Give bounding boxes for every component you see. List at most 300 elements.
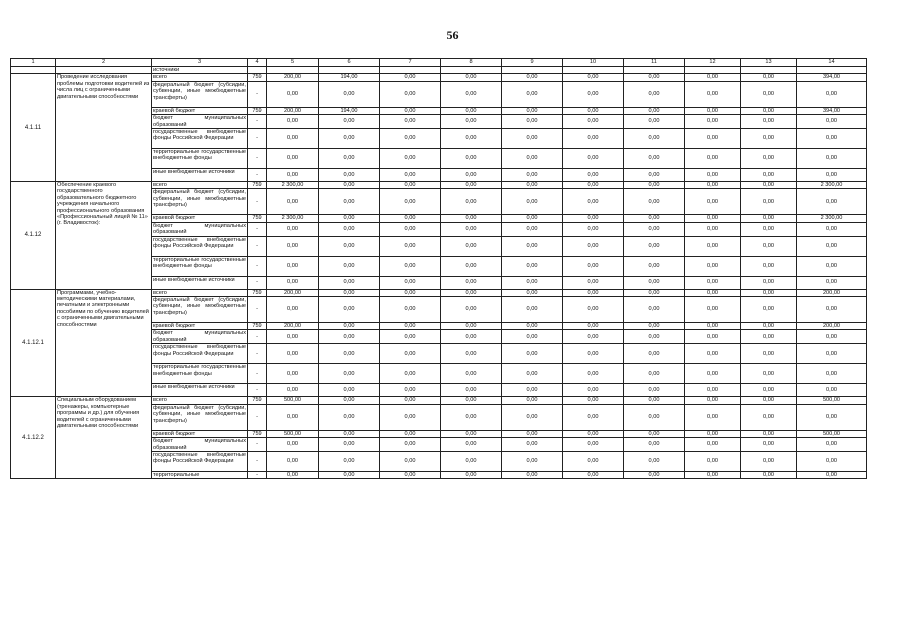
value-cell: 0,00 <box>685 236 741 256</box>
value-cell: 0,00 <box>563 129 624 149</box>
value-cell: 0,00 <box>380 397 441 404</box>
value-cell: 0,00 <box>797 330 867 344</box>
value-cell: 0,00 <box>563 289 624 296</box>
value-cell: 0,00 <box>319 438 380 452</box>
value-cell: 0,00 <box>685 129 741 149</box>
source-cell: бюджет муниципальных образований <box>153 115 246 128</box>
value-cell: 0,00 <box>685 323 741 330</box>
value-cell: 0,00 <box>797 344 867 364</box>
value-cell: 0,00 <box>380 276 441 289</box>
value-cell: 0,00 <box>502 384 563 397</box>
value-cell: 0,00 <box>741 404 797 430</box>
grbs-code-cell: - <box>248 129 267 149</box>
value-cell: 0,00 <box>741 397 797 404</box>
value-cell: 0,00 <box>319 323 380 330</box>
value-cell: 0,00 <box>441 256 502 276</box>
item-name: Программами, учебно-методическими материалами, печатными и электронными пособиями по обучению водителей с ограниченными двигательными способностями <box>56 289 152 397</box>
value-cell: 0,00 <box>380 438 441 452</box>
grbs-code-cell: - <box>248 404 267 430</box>
value-cell: 0,00 <box>267 471 319 478</box>
page-number: 56 <box>446 28 459 42</box>
value-cell: 0,00 <box>380 323 441 330</box>
value-cell: 0,00 <box>797 451 867 471</box>
value-cell: 0,00 <box>624 364 685 384</box>
table-row <box>11 67 867 74</box>
value-cell: 0,00 <box>741 344 797 364</box>
value-cell: 0,00 <box>797 471 867 478</box>
value-cell: 0,00 <box>741 430 797 437</box>
value-cell: 0,00 <box>502 289 563 296</box>
grbs-code-cell: 759 <box>248 107 267 114</box>
value-cell: 0,00 <box>624 189 685 215</box>
grbs-code-cell: 759 <box>248 74 267 81</box>
value-cell: 0,00 <box>563 451 624 471</box>
column-header: 12 <box>685 59 741 67</box>
value-cell: 0,00 <box>319 115 380 129</box>
value-cell: 0,00 <box>267 169 319 182</box>
source-cell: краевой бюджет <box>152 323 248 330</box>
grbs-code-cell: - <box>248 471 267 478</box>
column-header: 3 <box>152 59 248 67</box>
value-cell: 0,00 <box>624 330 685 344</box>
value-cell: 0,00 <box>685 384 741 397</box>
value-cell: 0,00 <box>624 276 685 289</box>
source-cell: государственные внебюджетные фонды Российской Федерации <box>152 451 248 471</box>
value-cell: 0,00 <box>380 236 441 256</box>
value-cell: 0,00 <box>685 344 741 364</box>
value-cell: 0,00 <box>741 276 797 289</box>
column-header: 11 <box>624 59 685 67</box>
column-header: 1 <box>11 59 56 67</box>
value-cell: 0,00 <box>380 149 441 169</box>
value-cell: 0,00 <box>380 222 441 236</box>
value-cell: 0,00 <box>380 74 441 81</box>
value-cell: 0,00 <box>741 438 797 452</box>
value-cell: 0,00 <box>624 115 685 129</box>
column-header: 6 <box>319 59 380 67</box>
value-cell: 0,00 <box>741 215 797 222</box>
value-cell: 0,00 <box>624 289 685 296</box>
value-cell: 0,00 <box>624 215 685 222</box>
value-cell: 0,00 <box>797 384 867 397</box>
table-row <box>11 182 867 189</box>
value-cell: 0,00 <box>563 297 624 323</box>
value-cell: 500,00 <box>797 430 867 437</box>
item-name: Проведение исследования проблемы подготовки водителей из числа лиц с ограниченными двигательными способностями <box>56 74 152 182</box>
column-header: 7 <box>380 59 441 67</box>
source-cell: государственные внебюджетные фонды Российской Федерации <box>152 344 248 364</box>
value-cell: 0,00 <box>797 115 867 129</box>
value-cell: 0,00 <box>563 189 624 215</box>
value-cell: 0,00 <box>624 344 685 364</box>
value-cell: 200,00 <box>267 107 319 114</box>
value-cell: 0,00 <box>741 169 797 182</box>
value-cell: 500,00 <box>267 430 319 437</box>
value-cell: 0,00 <box>563 222 624 236</box>
value-cell: 200,00 <box>797 289 867 296</box>
value-cell: 0,00 <box>563 107 624 114</box>
value-cell: 0,00 <box>267 115 319 129</box>
value-cell: 0,00 <box>267 276 319 289</box>
value-cell: 0,00 <box>380 256 441 276</box>
source-cell: федеральный бюджет (субсидии, субвенции, иные межбюджетные трансферты) <box>152 81 248 107</box>
value-cell: 0,00 <box>502 115 563 129</box>
value-cell: 0,00 <box>563 74 624 81</box>
value-cell: 0,00 <box>741 149 797 169</box>
value-cell: 0,00 <box>319 397 380 404</box>
column-header: 9 <box>502 59 563 67</box>
value-cell: 0,00 <box>502 430 563 437</box>
value-cell: 0,00 <box>797 276 867 289</box>
value-cell: 0,00 <box>441 276 502 289</box>
value-cell: 194,00 <box>319 74 380 81</box>
value-cell: 0,00 <box>624 169 685 182</box>
value-cell: 0,00 <box>502 438 563 452</box>
source-cell: территориальные <box>152 471 248 478</box>
value-cell: 0,00 <box>741 107 797 114</box>
value-cell: 0,00 <box>380 129 441 149</box>
value-cell: 0,00 <box>624 430 685 437</box>
value-cell: 0,00 <box>797 222 867 236</box>
value-cell: 0,00 <box>797 81 867 107</box>
value-cell: 0,00 <box>741 330 797 344</box>
value-cell: 0,00 <box>685 215 741 222</box>
value-cell: 0,00 <box>267 81 319 107</box>
grbs-code-cell: - <box>248 256 267 276</box>
value-cell: 0,00 <box>563 384 624 397</box>
value-cell: 0,00 <box>685 297 741 323</box>
value-cell: 0,00 <box>441 430 502 437</box>
source-cell: федеральный бюджет (субсидии, субвенции, иные межбюджетные трансферты) <box>152 297 248 323</box>
column-header: 13 <box>741 59 797 67</box>
value-cell: 0,00 <box>685 74 741 81</box>
value-cell: 0,00 <box>624 384 685 397</box>
value-cell: 0,00 <box>380 384 441 397</box>
value-cell: 0,00 <box>267 149 319 169</box>
value-cell: 0,00 <box>441 289 502 296</box>
value-cell: 0,00 <box>624 182 685 189</box>
value-cell: 0,00 <box>319 182 380 189</box>
value-cell: 0,00 <box>502 344 563 364</box>
item-name: Специальным оборудованием (тренажеры, компьютерные программы и др.) для обучения водителей с ограниченными двигательными способностями <box>56 397 152 479</box>
value-cell: 0,00 <box>624 471 685 478</box>
value-cell: 0,00 <box>380 451 441 471</box>
value-cell: 0,00 <box>267 129 319 149</box>
value-cell: 0,00 <box>380 404 441 430</box>
value-cell: 0,00 <box>797 149 867 169</box>
source-cell: территориальные государственные внебюджетные фонды <box>152 364 248 384</box>
source-cell: бюджет муниципальных образований <box>153 438 246 451</box>
value-cell: 0,00 <box>563 344 624 364</box>
value-cell: 0,00 <box>502 276 563 289</box>
value-cell: 0,00 <box>797 364 867 384</box>
value-cell: 200,00 <box>267 289 319 296</box>
value-cell: 0,00 <box>319 364 380 384</box>
value-cell: 0,00 <box>624 323 685 330</box>
source-cell: краевой бюджет <box>152 215 248 222</box>
value-cell: 0,00 <box>380 430 441 437</box>
source-cell: иные внебюджетные источники <box>152 169 248 182</box>
value-cell: 0,00 <box>624 451 685 471</box>
value-cell: 0,00 <box>441 384 502 397</box>
source-cell: краевой бюджет <box>152 430 248 437</box>
value-cell: 0,00 <box>685 438 741 452</box>
value-cell: 0,00 <box>797 438 867 452</box>
value-cell: 0,00 <box>380 215 441 222</box>
value-cell: 0,00 <box>685 397 741 404</box>
value-cell: 0,00 <box>502 129 563 149</box>
value-cell: 0,00 <box>685 256 741 276</box>
value-cell: 0,00 <box>441 397 502 404</box>
value-cell: 0,00 <box>741 236 797 256</box>
value-cell: 0,00 <box>502 222 563 236</box>
value-cell: 0,00 <box>741 129 797 149</box>
value-cell: 0,00 <box>441 344 502 364</box>
value-cell: 0,00 <box>441 189 502 215</box>
source-cell: краевой бюджет <box>152 107 248 114</box>
value-cell: 0,00 <box>685 149 741 169</box>
value-cell: 0,00 <box>319 330 380 344</box>
value-cell: 394,00 <box>797 107 867 114</box>
column-header: 10 <box>563 59 624 67</box>
value-cell: 0,00 <box>502 81 563 107</box>
source-cell: источники <box>152 67 248 74</box>
value-cell: 0,00 <box>685 107 741 114</box>
value-cell: 0,00 <box>380 169 441 182</box>
table-row <box>11 289 867 296</box>
value-cell: 0,00 <box>624 129 685 149</box>
value-cell: 0,00 <box>797 256 867 276</box>
value-cell: 0,00 <box>624 397 685 404</box>
value-cell: 0,00 <box>380 182 441 189</box>
table-row <box>11 397 867 404</box>
item-code: 4.1.12.1 <box>11 289 56 397</box>
value-cell: 0,00 <box>380 330 441 344</box>
value-cell: 0,00 <box>685 330 741 344</box>
value-cell: 0,00 <box>319 297 380 323</box>
value-cell: 0,00 <box>319 236 380 256</box>
value-cell: 0,00 <box>563 364 624 384</box>
value-cell: 0,00 <box>685 364 741 384</box>
source-cell: федеральный бюджет (субсидии, субвенции, иные межбюджетные трансферты) <box>152 189 248 215</box>
grbs-code-cell: 759 <box>248 289 267 296</box>
grbs-code-cell: - <box>248 297 267 323</box>
grbs-code-cell: - <box>248 222 267 236</box>
header-row <box>11 59 867 67</box>
value-cell: 0,00 <box>563 397 624 404</box>
value-cell: 0,00 <box>741 222 797 236</box>
value-cell: 0,00 <box>319 129 380 149</box>
grbs-code-cell: - <box>248 451 267 471</box>
value-cell: 200,00 <box>267 74 319 81</box>
value-cell: 0,00 <box>563 404 624 430</box>
grbs-code-cell: 759 <box>248 430 267 437</box>
value-cell: 0,00 <box>502 169 563 182</box>
value-cell: 0,00 <box>797 236 867 256</box>
value-cell: 0,00 <box>319 276 380 289</box>
source-cell: иные внебюджетные источники <box>152 384 248 397</box>
value-cell: 0,00 <box>563 182 624 189</box>
value-cell: 0,00 <box>741 256 797 276</box>
value-cell: 0,00 <box>624 297 685 323</box>
value-cell: 0,00 <box>380 115 441 129</box>
value-cell: 0,00 <box>741 323 797 330</box>
value-cell: 0,00 <box>441 129 502 149</box>
value-cell: 194,00 <box>319 107 380 114</box>
grbs-code-cell: - <box>248 81 267 107</box>
value-cell: 0,00 <box>319 149 380 169</box>
value-cell: 0,00 <box>624 438 685 452</box>
value-cell: 0,00 <box>319 344 380 364</box>
value-cell: 0,00 <box>441 115 502 129</box>
value-cell: 0,00 <box>441 451 502 471</box>
value-cell: 200,00 <box>267 323 319 330</box>
value-cell: 0,00 <box>563 81 624 107</box>
value-cell: 0,00 <box>741 81 797 107</box>
source-cell: иные внебюджетные источники <box>152 276 248 289</box>
source-cell: бюджет муниципальных образований <box>153 330 246 343</box>
value-cell: 0,00 <box>502 471 563 478</box>
value-cell: 200,00 <box>797 323 867 330</box>
value-cell: 0,00 <box>741 364 797 384</box>
value-cell: 0,00 <box>624 149 685 169</box>
value-cell: 0,00 <box>319 256 380 276</box>
value-cell: 0,00 <box>563 323 624 330</box>
value-cell: 0,00 <box>563 256 624 276</box>
column-header: 8 <box>441 59 502 67</box>
value-cell: 0,00 <box>741 471 797 478</box>
value-cell: 2 300,00 <box>267 182 319 189</box>
value-cell: 0,00 <box>685 289 741 296</box>
source-cell: федеральный бюджет (субсидии, субвенции, иные межбюджетные трансферты) <box>152 404 248 430</box>
value-cell: 0,00 <box>441 404 502 430</box>
value-cell: 0,00 <box>380 289 441 296</box>
value-cell: 0,00 <box>319 430 380 437</box>
value-cell: 0,00 <box>741 189 797 215</box>
value-cell: 0,00 <box>380 297 441 323</box>
item-name: Обеспечение краевого государственного образовательного бюджетного учреждения начального профессионального образования «Профессиональный лицей № 11» (г. Владивосток): <box>56 182 152 290</box>
value-cell: 0,00 <box>685 430 741 437</box>
value-cell: 0,00 <box>267 189 319 215</box>
value-cell: 0,00 <box>267 297 319 323</box>
value-cell: 0,00 <box>267 451 319 471</box>
value-cell: 0,00 <box>319 189 380 215</box>
value-cell: 0,00 <box>685 404 741 430</box>
value-cell: 0,00 <box>797 189 867 215</box>
value-cell: 0,00 <box>319 289 380 296</box>
grbs-code-cell: 759 <box>248 397 267 404</box>
value-cell: 0,00 <box>563 115 624 129</box>
value-cell: 0,00 <box>267 438 319 452</box>
source-cell: бюджет муниципальных образований <box>153 222 246 236</box>
value-cell: 0,00 <box>502 297 563 323</box>
value-cell: 0,00 <box>441 438 502 452</box>
value-cell: 0,00 <box>441 364 502 384</box>
value-cell: 0,00 <box>441 74 502 81</box>
grbs-code-cell: - <box>248 438 267 452</box>
source-cell: всего <box>152 397 248 404</box>
value-cell: 0,00 <box>319 222 380 236</box>
value-cell: 0,00 <box>624 222 685 236</box>
value-cell: 0,00 <box>380 107 441 114</box>
grbs-code-cell: - <box>248 115 267 129</box>
value-cell: 0,00 <box>685 189 741 215</box>
value-cell: 2 300,00 <box>267 215 319 222</box>
value-cell: 0,00 <box>685 169 741 182</box>
value-cell: 0,00 <box>685 471 741 478</box>
value-cell: 0,00 <box>267 404 319 430</box>
value-cell: 0,00 <box>741 451 797 471</box>
value-cell: 0,00 <box>563 169 624 182</box>
value-cell: 0,00 <box>319 384 380 397</box>
value-cell: 0,00 <box>502 74 563 81</box>
value-cell: 0,00 <box>797 404 867 430</box>
value-cell: 0,00 <box>741 297 797 323</box>
value-cell: 0,00 <box>502 256 563 276</box>
value-cell: 0,00 <box>502 149 563 169</box>
value-cell: 2 300,00 <box>797 182 867 189</box>
value-cell: 0,00 <box>441 149 502 169</box>
source-cell: всего <box>152 289 248 296</box>
value-cell: 0,00 <box>380 81 441 107</box>
value-cell: 2 300,00 <box>797 215 867 222</box>
value-cell: 0,00 <box>685 276 741 289</box>
value-cell: 0,00 <box>624 236 685 256</box>
value-cell: 0,00 <box>797 169 867 182</box>
source-cell: всего <box>152 182 248 189</box>
value-cell: 0,00 <box>624 107 685 114</box>
grbs-code-cell: - <box>248 236 267 256</box>
source-cell: территориальные государственные внебюджетные фонды <box>152 149 248 169</box>
column-header: 5 <box>267 59 319 67</box>
value-cell: 0,00 <box>563 438 624 452</box>
value-cell: 0,00 <box>502 236 563 256</box>
value-cell: 0,00 <box>741 289 797 296</box>
value-cell: 0,00 <box>380 471 441 478</box>
column-header: 4 <box>248 59 267 67</box>
value-cell: 0,00 <box>319 215 380 222</box>
grbs-code-cell: - <box>248 364 267 384</box>
value-cell: 0,00 <box>685 115 741 129</box>
value-cell: 0,00 <box>380 189 441 215</box>
value-cell: 0,00 <box>563 149 624 169</box>
value-cell: 0,00 <box>624 404 685 430</box>
value-cell: 0,00 <box>624 81 685 107</box>
value-cell: 0,00 <box>502 404 563 430</box>
value-cell: 0,00 <box>441 297 502 323</box>
value-cell: 0,00 <box>563 330 624 344</box>
source-cell: территориальные государственные внебюджетные фонды <box>152 256 248 276</box>
value-cell: 0,00 <box>267 384 319 397</box>
value-cell: 0,00 <box>502 364 563 384</box>
item-code: 4.1.12 <box>11 182 56 290</box>
value-cell: 0,00 <box>319 451 380 471</box>
value-cell: 0,00 <box>441 81 502 107</box>
value-cell: 0,00 <box>563 471 624 478</box>
value-cell: 500,00 <box>267 397 319 404</box>
value-cell: 0,00 <box>563 276 624 289</box>
value-cell: 0,00 <box>267 330 319 344</box>
value-cell: 0,00 <box>380 364 441 384</box>
value-cell: 0,00 <box>563 430 624 437</box>
source-cell: всего <box>152 74 248 81</box>
value-cell: 500,00 <box>797 397 867 404</box>
grbs-code-cell: - <box>248 189 267 215</box>
value-cell: 0,00 <box>441 222 502 236</box>
value-cell: 0,00 <box>502 330 563 344</box>
value-cell: 0,00 <box>267 344 319 364</box>
value-cell: 0,00 <box>502 107 563 114</box>
